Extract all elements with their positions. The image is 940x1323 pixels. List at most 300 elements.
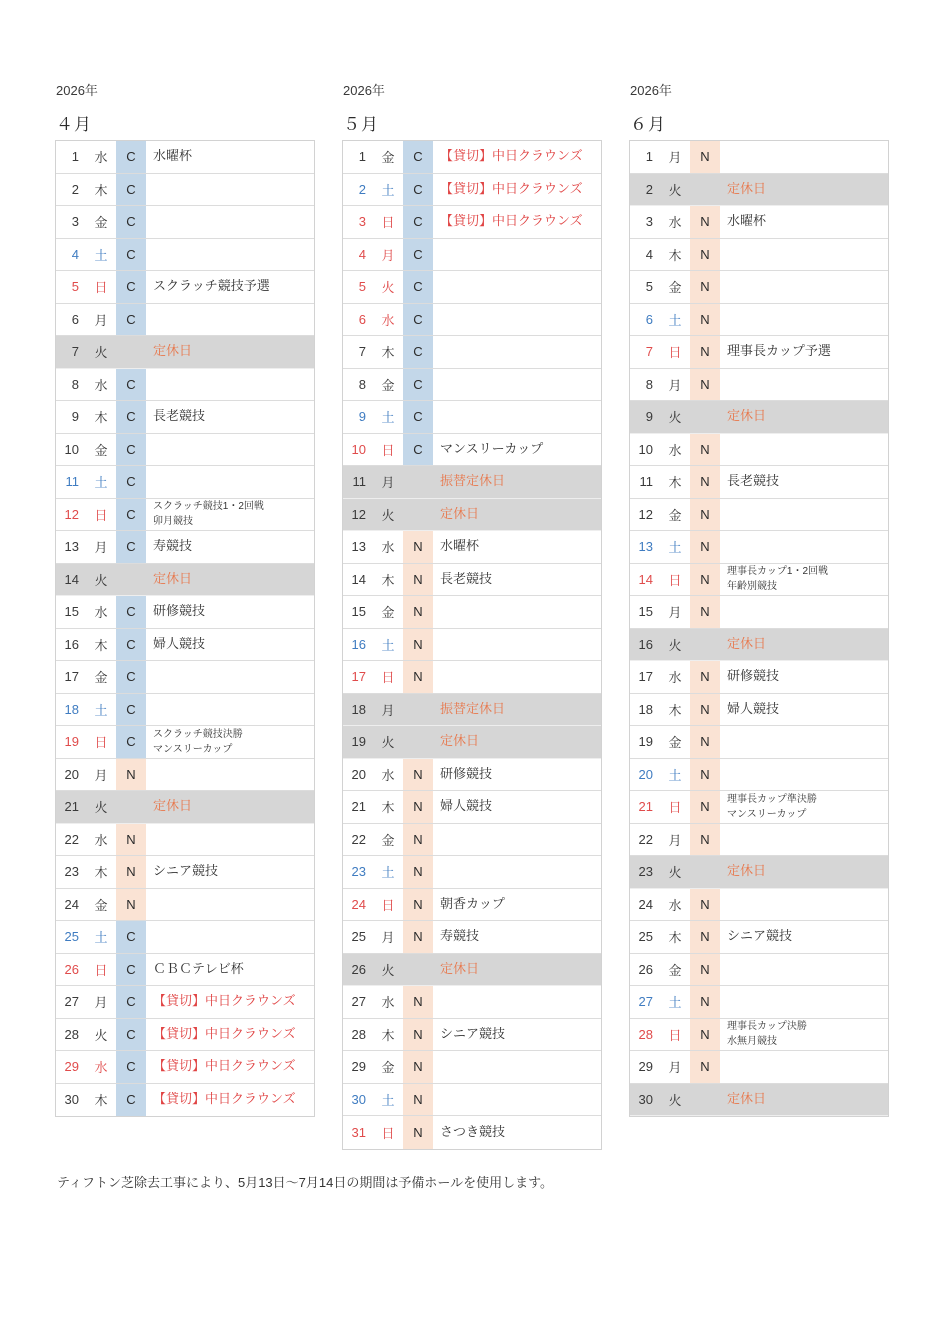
session-code (403, 726, 433, 758)
session-code (116, 791, 146, 823)
event-text: スクラッチ競技1・2回戦 卯月競技 (153, 501, 264, 528)
day-weekday: 火 (668, 637, 682, 653)
month-column-may (342, 80, 602, 1150)
session-code: C (116, 661, 146, 693)
calendar-row (630, 174, 888, 207)
day-number: 10 (638, 441, 653, 457)
session-code: N (690, 1019, 720, 1051)
day-number: 25 (64, 929, 79, 945)
day-number: 28 (351, 1026, 366, 1042)
event-text: ＣＢＣテレビ杯 (153, 961, 244, 976)
day-weekday: 金 (668, 735, 682, 751)
event-text: マンスリーカップ (440, 441, 544, 456)
day-weekday: 火 (668, 182, 682, 198)
day-number: 30 (64, 1092, 79, 1108)
event-text: シニア競技 (153, 864, 219, 879)
day-number: 26 (64, 961, 79, 977)
day-weekday: 土 (94, 475, 108, 491)
session-code: N (403, 564, 433, 596)
month-title: ５月 (343, 115, 379, 134)
calendar-row (343, 726, 601, 759)
day-weekday: 月 (381, 702, 395, 718)
day-number: 13 (638, 539, 653, 555)
calendar-row (56, 661, 314, 694)
day-weekday: 月 (381, 930, 395, 946)
session-code: N (690, 726, 720, 758)
session-code: N (403, 1051, 433, 1083)
closed-day-label: 定休日 (727, 864, 767, 879)
day-weekday: 日 (381, 1125, 395, 1141)
calendar-row (343, 596, 601, 629)
calendar-row (343, 694, 601, 727)
calendar-row (56, 141, 314, 174)
event-text: 理事長カップ予選 (727, 344, 831, 359)
day-weekday: 水 (94, 150, 108, 166)
day-weekday: 火 (94, 800, 108, 816)
day-number: 10 (64, 441, 79, 457)
day-weekday: 月 (668, 832, 682, 848)
session-code: N (690, 694, 720, 726)
calendar-row (343, 239, 601, 272)
day-number: 25 (351, 929, 366, 945)
calendar-row (343, 369, 601, 402)
day-weekday: 水 (668, 670, 682, 686)
calendar-row (56, 759, 314, 792)
day-weekday: 月 (94, 312, 108, 328)
session-code: C (403, 239, 433, 271)
event-text: 朝香カップ (440, 896, 505, 911)
day-weekday: 火 (381, 280, 395, 296)
event-text: 研修競技 (727, 669, 780, 684)
session-code (403, 466, 433, 498)
day-weekday: 金 (94, 442, 108, 458)
session-code: N (403, 921, 433, 953)
session-code: C (116, 1051, 146, 1083)
day-weekday: 日 (668, 572, 682, 588)
session-code: N (690, 336, 720, 368)
day-weekday: 水 (381, 767, 395, 783)
calendar-row (56, 791, 314, 824)
session-code: C (403, 369, 433, 401)
session-code: N (116, 889, 146, 921)
month-table (55, 140, 315, 1117)
session-code (690, 856, 720, 888)
day-number: 14 (351, 571, 366, 587)
session-code: C (116, 434, 146, 466)
day-number: 26 (351, 961, 366, 977)
session-code: N (690, 531, 720, 563)
calendar-row (630, 921, 888, 954)
day-number: 19 (351, 734, 366, 750)
day-number: 9 (358, 409, 366, 425)
calendar-row (343, 1051, 601, 1084)
calendar-row (343, 141, 601, 174)
day-number: 6 (645, 311, 653, 327)
day-weekday: 火 (94, 1027, 108, 1043)
calendar-row (630, 369, 888, 402)
day-weekday: 日 (94, 735, 108, 751)
day-weekday: 火 (668, 410, 682, 426)
day-weekday: 火 (94, 572, 108, 588)
day-number: 12 (638, 506, 653, 522)
session-code: C (116, 401, 146, 433)
session-code (403, 499, 433, 531)
day-number: 21 (64, 799, 79, 815)
day-weekday: 水 (94, 605, 108, 621)
calendar-row (56, 564, 314, 597)
calendar-row (630, 271, 888, 304)
session-code: N (690, 791, 720, 823)
day-weekday: 火 (668, 1092, 682, 1108)
day-number: 7 (645, 344, 653, 360)
calendar-row (343, 759, 601, 792)
day-number: 5 (645, 279, 653, 295)
day-weekday: 日 (381, 215, 395, 231)
day-number: 22 (638, 831, 653, 847)
day-number: 24 (351, 896, 366, 912)
event-text: 【貸切】中日クラウンズ (153, 1059, 296, 1074)
day-weekday: 月 (381, 247, 395, 263)
session-code: N (116, 824, 146, 856)
day-number: 6 (71, 311, 79, 327)
day-weekday: 木 (94, 865, 108, 881)
day-number: 30 (638, 1091, 653, 1107)
session-code: C (116, 921, 146, 953)
day-weekday: 日 (381, 670, 395, 686)
day-number: 20 (351, 766, 366, 782)
day-number: 27 (64, 994, 79, 1010)
day-weekday: 土 (668, 995, 682, 1011)
event-text: 理事長カップ決勝 水無月競技 (727, 1021, 807, 1048)
session-code: N (690, 304, 720, 336)
event-text: 水曜杯 (440, 539, 480, 554)
day-number: 7 (358, 344, 366, 360)
session-code: N (403, 889, 433, 921)
session-code: N (690, 206, 720, 238)
calendar-row (630, 596, 888, 629)
session-code: N (690, 434, 720, 466)
calendar-row (343, 1019, 601, 1052)
session-code: N (403, 661, 433, 693)
calendar-row (630, 466, 888, 499)
calendar-row (56, 694, 314, 727)
year-label: 2026年 (630, 83, 672, 98)
calendar-row (630, 1051, 888, 1084)
day-number: 13 (351, 539, 366, 555)
event-text: シニア競技 (727, 929, 793, 944)
day-number: 11 (639, 474, 653, 490)
day-number: 25 (638, 929, 653, 945)
session-code (403, 954, 433, 986)
day-weekday: 金 (668, 962, 682, 978)
closed-day-label: 定休日 (727, 636, 767, 651)
calendar-row (56, 986, 314, 1019)
session-code: C (116, 986, 146, 1018)
closed-day-label: 定休日 (153, 799, 193, 814)
day-weekday: 日 (668, 800, 682, 816)
calendar-row (630, 694, 888, 727)
calendar-row (56, 304, 314, 337)
day-number: 12 (351, 506, 366, 522)
session-code: C (116, 629, 146, 661)
day-number: 23 (351, 864, 366, 880)
day-weekday: 木 (381, 345, 395, 361)
calendar-row (630, 336, 888, 369)
calendar-row (343, 401, 601, 434)
day-weekday: 木 (668, 702, 682, 718)
session-code: N (690, 1051, 720, 1083)
calendar-row (630, 1084, 888, 1117)
day-weekday: 金 (381, 832, 395, 848)
day-number: 2 (71, 181, 79, 197)
month-title: ６月 (630, 115, 666, 134)
calendar-row (56, 336, 314, 369)
day-weekday: 火 (381, 735, 395, 751)
event-text: 婦人競技 (727, 701, 780, 716)
day-weekday: 金 (94, 897, 108, 913)
day-weekday: 金 (381, 1060, 395, 1076)
event-text: 寿競技 (153, 539, 193, 554)
session-code: N (690, 661, 720, 693)
day-weekday: 土 (94, 702, 108, 718)
closed-day-label: 定休日 (727, 1091, 767, 1106)
event-text: 長老競技 (153, 409, 206, 424)
day-number: 17 (64, 669, 79, 685)
day-number: 2 (358, 181, 366, 197)
day-number: 16 (638, 636, 653, 652)
day-weekday: 木 (668, 930, 682, 946)
day-weekday: 月 (668, 150, 682, 166)
event-text: さつき競技 (440, 1124, 506, 1139)
session-code: N (690, 564, 720, 596)
day-number: 4 (71, 246, 79, 262)
event-text: 【貸切】中日クラウンズ (440, 149, 583, 164)
day-weekday: 日 (94, 962, 108, 978)
event-text: 【貸切】中日クラウンズ (440, 214, 583, 229)
closed-day-label: 定休日 (440, 506, 480, 521)
session-code: C (116, 239, 146, 271)
closed-day-label: 定休日 (153, 344, 193, 359)
calendar-row (343, 271, 601, 304)
day-weekday: 水 (94, 832, 108, 848)
event-text: 理事長カップ1・2回戦 年齢別競技 (727, 566, 829, 593)
session-code: C (116, 694, 146, 726)
calendar-row (630, 954, 888, 987)
calendar-row (343, 206, 601, 239)
day-weekday: 木 (94, 182, 108, 198)
calendar-row (630, 824, 888, 857)
day-number: 8 (358, 376, 366, 392)
calendar-row (630, 141, 888, 174)
calendar-row (630, 629, 888, 662)
day-weekday: 木 (668, 247, 682, 263)
event-text: 研修競技 (153, 604, 206, 619)
calendar-row (630, 986, 888, 1019)
closed-day-label: 定休日 (440, 961, 480, 976)
day-number: 29 (64, 1059, 79, 1075)
session-code: C (116, 271, 146, 303)
session-code: N (403, 759, 433, 791)
event-text: 理事長カップ準決勝 マンスリーカップ (727, 793, 817, 820)
day-weekday: 水 (668, 897, 682, 913)
day-weekday: 木 (381, 572, 395, 588)
day-number: 28 (64, 1026, 79, 1042)
day-number: 17 (638, 669, 653, 685)
day-weekday: 金 (381, 150, 395, 166)
day-number: 29 (638, 1059, 653, 1075)
day-weekday: 土 (381, 637, 395, 653)
day-weekday: 金 (381, 377, 395, 393)
session-code: N (116, 759, 146, 791)
session-code: C (116, 1084, 146, 1117)
day-number: 13 (64, 539, 79, 555)
calendar-row (56, 271, 314, 304)
session-code: C (403, 304, 433, 336)
event-text: スクラッチ競技決勝 マンスリーカップ (153, 728, 243, 755)
session-code: C (116, 1019, 146, 1051)
day-weekday: 金 (668, 280, 682, 296)
calendar-row (343, 174, 601, 207)
event-text: 水曜杯 (727, 214, 767, 229)
day-number: 20 (64, 766, 79, 782)
day-number: 14 (638, 571, 653, 587)
calendar-row (343, 986, 601, 1019)
session-code: N (690, 369, 720, 401)
session-code (690, 174, 720, 206)
month-column-april (55, 80, 315, 1117)
day-number: 15 (64, 604, 79, 620)
day-weekday: 月 (94, 995, 108, 1011)
calendar-row (56, 1019, 314, 1052)
day-number: 20 (638, 766, 653, 782)
calendar-row (56, 726, 314, 759)
calendar-row (630, 531, 888, 564)
day-number: 19 (638, 734, 653, 750)
day-weekday: 木 (94, 410, 108, 426)
calendar-row (630, 661, 888, 694)
event-text: 婦人競技 (440, 799, 493, 814)
day-number: 17 (351, 669, 366, 685)
day-weekday: 土 (381, 182, 395, 198)
maintenance-notice: ティフトン芝除去工事により、5月13日〜7月14日の期間は予備ホールを使用します。 (57, 1175, 554, 1190)
year-label: 2026年 (56, 83, 98, 98)
day-number: 19 (64, 734, 79, 750)
calendar-row (343, 1116, 601, 1149)
session-code: C (403, 174, 433, 206)
session-code: C (116, 954, 146, 986)
session-code (116, 564, 146, 596)
calendar-row (630, 726, 888, 759)
session-code: C (116, 499, 146, 531)
day-weekday: 土 (668, 312, 682, 328)
day-weekday: 火 (381, 507, 395, 523)
day-weekday: 土 (94, 247, 108, 263)
session-code: N (690, 499, 720, 531)
day-weekday: 日 (94, 280, 108, 296)
session-code (690, 1084, 720, 1116)
session-code: C (403, 336, 433, 368)
event-text: 【貸切】中日クラウンズ (153, 1026, 296, 1041)
day-weekday: 水 (668, 215, 682, 231)
calendar-row (56, 921, 314, 954)
day-weekday: 水 (94, 377, 108, 393)
month-column-june (629, 80, 889, 1117)
day-weekday: 日 (94, 507, 108, 523)
session-code (116, 336, 146, 368)
calendar-row (343, 1084, 601, 1117)
day-weekday: 木 (94, 637, 108, 653)
month-table (629, 140, 889, 1117)
session-code: N (690, 466, 720, 498)
session-code: N (403, 856, 433, 888)
session-code: N (690, 596, 720, 628)
event-text: 【貸切】中日クラウンズ (440, 181, 583, 196)
calendar-row (630, 434, 888, 467)
event-text: スクラッチ競技予選 (153, 279, 270, 294)
event-text: 婦人競技 (153, 636, 206, 651)
day-number: 23 (638, 864, 653, 880)
day-number: 14 (64, 571, 79, 587)
session-code: C (116, 304, 146, 336)
calendar-row (56, 629, 314, 662)
day-weekday: 土 (668, 540, 682, 556)
day-number: 29 (351, 1059, 366, 1075)
day-weekday: 土 (381, 865, 395, 881)
calendar-row (630, 791, 888, 824)
day-number: 10 (351, 441, 366, 457)
session-code: C (116, 531, 146, 563)
session-code: N (690, 954, 720, 986)
calendar-row (56, 369, 314, 402)
day-weekday: 日 (668, 345, 682, 361)
session-code: N (403, 596, 433, 628)
day-weekday: 火 (94, 345, 108, 361)
day-number: 3 (71, 214, 79, 230)
session-code: C (116, 466, 146, 498)
day-number: 24 (64, 896, 79, 912)
month-title: ４月 (56, 115, 92, 134)
session-code (403, 694, 433, 726)
calendar-row (343, 466, 601, 499)
session-code: C (116, 174, 146, 206)
session-code: C (116, 726, 146, 758)
session-code: N (403, 1019, 433, 1051)
event-text: シニア競技 (440, 1026, 506, 1041)
calendar-row (343, 954, 601, 987)
calendar-row (56, 1084, 314, 1117)
day-weekday: 月 (668, 377, 682, 393)
day-weekday: 金 (94, 215, 108, 231)
event-text: 水曜杯 (153, 149, 193, 164)
calendar-row (56, 206, 314, 239)
day-number: 8 (645, 376, 653, 392)
calendar-row (343, 499, 601, 532)
calendar-row (56, 954, 314, 987)
day-number: 18 (351, 701, 366, 717)
day-weekday: 月 (381, 475, 395, 491)
session-code: N (403, 531, 433, 563)
day-weekday: 水 (94, 1060, 108, 1076)
day-number: 27 (638, 994, 653, 1010)
calendar-row (56, 889, 314, 922)
day-weekday: 月 (668, 1060, 682, 1076)
day-weekday: 木 (381, 1027, 395, 1043)
event-text: 長老競技 (727, 474, 780, 489)
day-number: 31 (351, 1124, 366, 1140)
day-number: 3 (358, 214, 366, 230)
session-code: C (116, 596, 146, 628)
day-weekday: 金 (381, 605, 395, 621)
